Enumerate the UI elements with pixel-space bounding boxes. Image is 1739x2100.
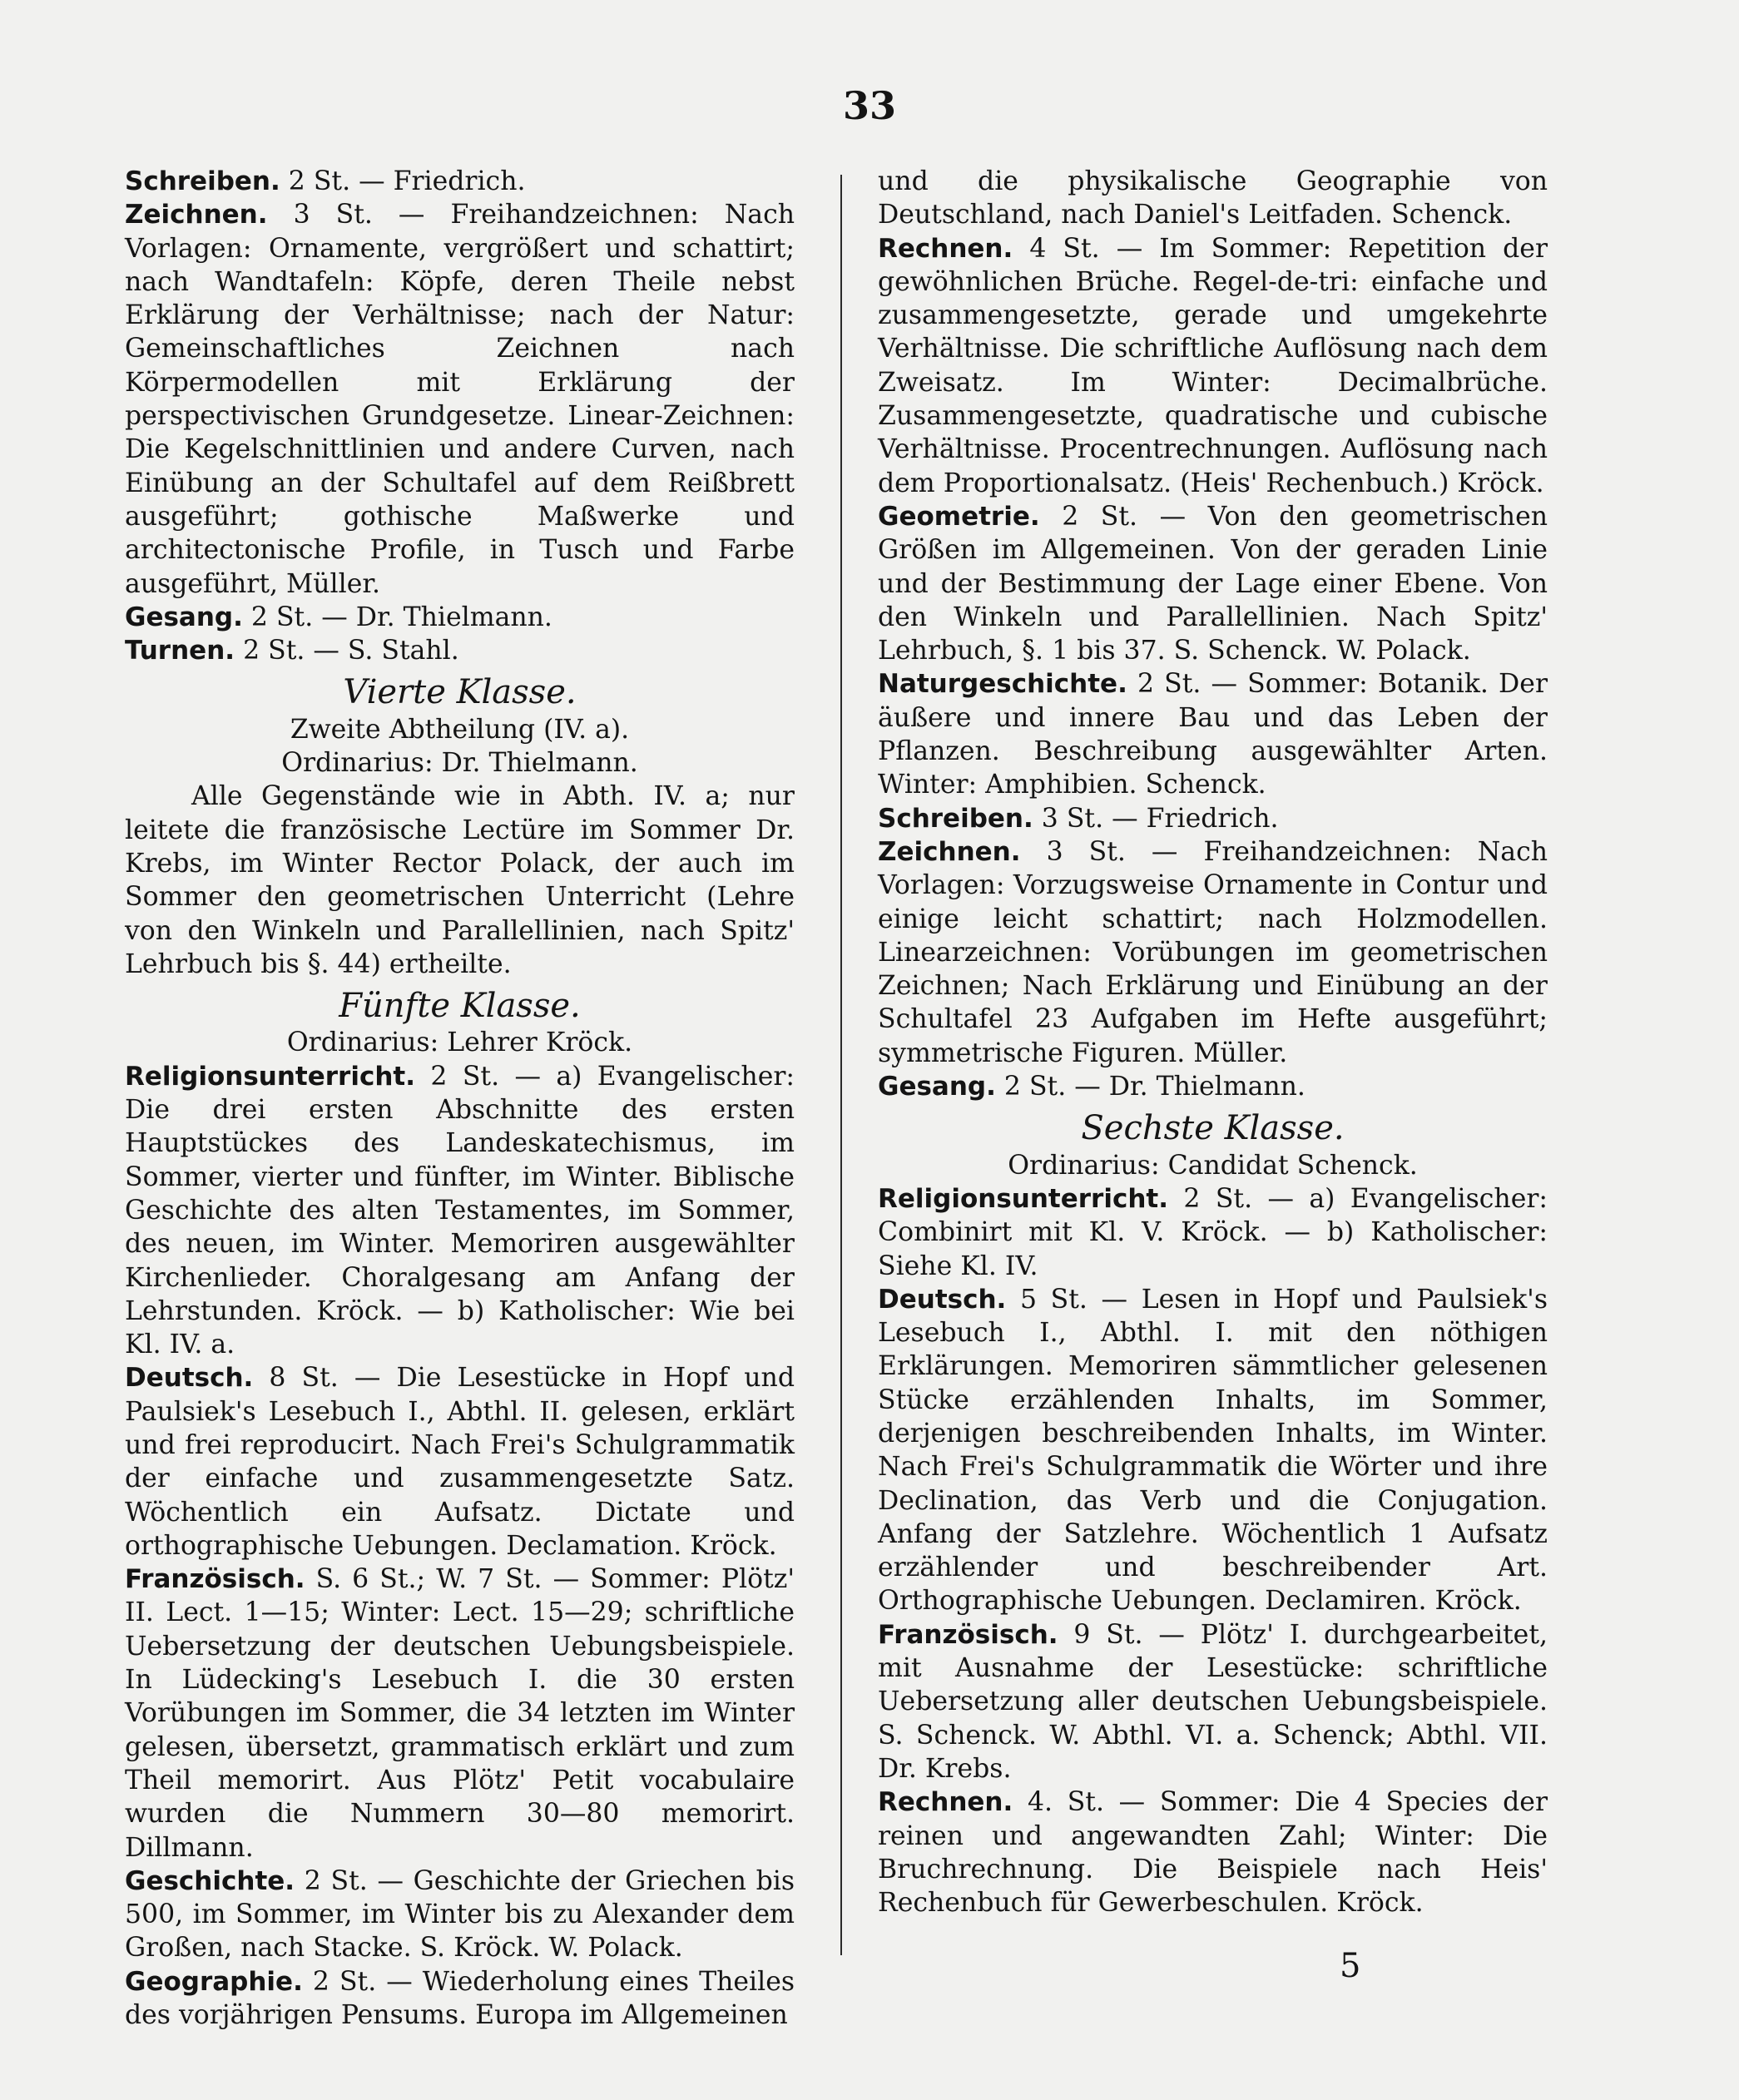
left-column xyxy=(125,165,795,2032)
entry-zeichnen xyxy=(878,835,1548,1070)
page-number: 33 xyxy=(842,83,896,128)
subject-heading: Turnen. xyxy=(125,636,235,666)
continuation-text: und die physikalische Geographie von Deutschland, nach Daniel's Leitfaden. Schenck. xyxy=(878,166,1548,230)
section-title-fuenfte-klasse: Fünfte Klasse. xyxy=(339,987,581,1026)
entry-rechnen xyxy=(878,1785,1548,1919)
entry-schreiben xyxy=(125,165,795,198)
right-column xyxy=(878,165,1548,1919)
subject-heading: Geometrie. xyxy=(878,501,1040,532)
column-divider xyxy=(840,175,842,1955)
entry-text: 3 St. — Friedrich. xyxy=(1041,803,1279,834)
entry-franzoesisch xyxy=(125,1563,795,1865)
entry-religion xyxy=(125,1060,795,1362)
subject-heading: Gesang. xyxy=(125,602,243,632)
subject-heading: Zeichnen. xyxy=(125,200,268,230)
entry-religion xyxy=(878,1182,1548,1283)
entry-text: 2 St. — Wiederholung eines Theiles des vorjährigen Pensums. Europa im Allgemeinen xyxy=(125,1966,795,2031)
entry-text: 2 St. — a) Evangelischer: Combinirt mit Kl. V. Kröck. — b) Katholischer: Siehe Kl. IV. xyxy=(878,1183,1548,1281)
entry-text: S. 6 St.; W. 7 St. — Sommer: Plötz' II. Lect. 1—15; Winter: Lect. 15—29; schriftliche Uebersetzung der deutschen Uebungsbeispiele. In Lüdecking's Lesebuch I. die 30 ersten Vorübungen im Sommer, die 34 letzten im Winter gelesen, übersetzt, grammatisch erklärt und zum Theil memorirt. Aus Plötz' Petit vocabulaire wurden die Nummern 30—80 memorirt. Dillmann. xyxy=(125,1564,795,1863)
subject-heading: Zeichnen. xyxy=(878,836,1021,867)
subject-heading: Französisch. xyxy=(125,1564,305,1595)
ordinarius-line: Ordinarius: Candidat Schenck. xyxy=(1008,1150,1418,1181)
entry-text: 2 St. — Dr. Thielmann. xyxy=(250,602,552,632)
subject-heading: Schreiben. xyxy=(125,166,280,196)
entry-schreiben xyxy=(878,802,1548,835)
entry-text: 9 St. — Plötz' I. durchgearbeitet, mit Ausnahme der Lesestücke: schriftliche Uebersetzung aller deutschen Uebungsbeispiele. S. Schenck. W. Abthl. VI. a. Schenck; Abthl. VII. Dr. Krebs. xyxy=(878,1619,1548,1784)
entry-text: 2 St. — S. Stahl. xyxy=(243,636,459,666)
entry-turnen xyxy=(125,634,795,667)
subject-heading: Schreiben. xyxy=(878,803,1033,834)
subject-heading: Gesang. xyxy=(878,1072,996,1102)
subject-heading: Geschichte. xyxy=(125,1865,295,1896)
ordinarius-line: Ordinarius: Lehrer Kröck. xyxy=(286,1028,633,1058)
entry-deutsch xyxy=(878,1283,1548,1618)
entry-text: 2 St. — Dr. Thielmann. xyxy=(1003,1072,1305,1102)
entry-text: 4. St. — Sommer: Die 4 Species der reinen und angewandten Zahl; Winter: Die Bruchrechnung. Die Beispiele nach Heis' Rechenbuch für Gewerbeschulen. Kröck. xyxy=(878,1787,1548,1919)
entry-text: 2 St. — a) Evangelischer: Die drei ersten Abschnitte des ersten Hauptstückes des Landeskatechismus, im Sommer, vierter und fünfter, im Winter. Biblische Geschichte des alten Testamentes, im Sommer, des neuen, im Winter. Memoriren ausgewählter Kirchenlieder. Choralgesang am Anfang der Lehrstunden. Kröck. — b) Katholischer: Wie bei Kl. IV. a. xyxy=(125,1061,795,1360)
section-title-sechste-klasse: Sechste Klasse. xyxy=(1081,1109,1345,1148)
entry-text: 8 St. — Die Lesestücke in Hopf und Paulsiek's Lesebuch I., Abthl. II. gelesen, erklärt und frei reproducirt. Nach Frei's Schulgrammatik der einfache und zusammengesetzte Satz. Wöchentlich ein Aufsatz. Dictate und orthographische Uebungen. Declamation. Kröck. xyxy=(125,1363,795,1561)
entry-text: 2 St. — Von den geometrischen Größen im Allgemeinen. Von der geraden Linie und der Bestimmung der Lage einer Ebene. Von den Winkeln und Parallellinien. Nach Spitz' Lehrbuch, §. 1 bis 37. S. Schenck. W. Polack. xyxy=(878,501,1548,666)
section-title-vierte-klasse: Vierte Klasse. xyxy=(343,673,577,712)
entry-text: 2 St. — Friedrich. xyxy=(288,166,526,196)
subject-heading: Religionsunterricht. xyxy=(125,1061,416,1092)
subject-heading: Rechnen. xyxy=(878,1787,1013,1818)
subject-heading: Deutsch. xyxy=(878,1284,1007,1315)
entry-text: 2 St. — Sommer: Botanik. Der äußere und innere Bau und das Leben der Pflanzen. Beschreibung ausgewählter Arten. Winter: Amphibien. Schenck. xyxy=(878,669,1548,800)
subject-heading: Rechnen. xyxy=(878,233,1013,264)
entry-deutsch xyxy=(125,1361,795,1563)
entry-text: 4 St. — Im Sommer: Repetition der gewöhnlichen Brüche. Regel-de-tri: einfache und zusammengesetzte, gerade und umgekehrte Verhältnisse. Die schriftliche Auflösung nach dem Zweisatz. Im Winter: Decimalbrüche. Zusammengesetzte, quadratische und cubische Verhältnisse. Procentrechnungen. Auflösung nach dem Proportionalsatz. (Heis' Rechenbuch.) Kröck. xyxy=(878,233,1548,498)
entry-rechnen xyxy=(878,232,1548,500)
subsection-line: Zweite Abtheilung (IV. a). xyxy=(290,714,630,745)
entry-zeichnen xyxy=(125,198,795,601)
subject-heading: Naturgeschichte. xyxy=(878,669,1127,700)
ordinarius-line: Ordinarius: Dr. Thielmann. xyxy=(281,748,638,779)
entry-geschichte xyxy=(125,1865,795,1965)
entry-naturgeschichte xyxy=(878,667,1548,801)
signature-mark: 5 xyxy=(1340,1947,1361,1985)
entry-text: 3 St. — Freihandzeichnen: Nach Vorlagen: Ornamente, vergrößert und schattirt; nach Wandtafeln: Köpfe, deren Theile nebst Erklärung der Verhältnisse; nach der Natur: Gemeinschaftliches Zeichnen nach Körpermodellen mit Erklärung der perspectivischen Grundgesetze. Linear-Zeichnen: Die Kegelschnittlinien und andere Curven, nach Einübung an der Schultafel auf dem Reißbrett ausgeführt; gothische Maßwerke und architectonische Profile, in Tusch und Farbe ausgeführt, Müller. xyxy=(125,200,795,599)
entry-franzoesisch xyxy=(878,1618,1548,1785)
entry-geometrie xyxy=(878,500,1548,667)
subject-heading: Geographie. xyxy=(125,1966,303,1997)
subject-heading: Religionsunterricht. xyxy=(878,1183,1169,1214)
entry-text: 2 St. — Geschichte der Griechen bis 500, im Sommer, im Winter bis zu Alexander dem Großen, nach Stacke. S. Kröck. W. Polack. xyxy=(125,1865,795,1964)
subject-heading: Französisch. xyxy=(878,1619,1058,1650)
subject-heading: Deutsch. xyxy=(125,1363,254,1394)
entry-gesang xyxy=(878,1070,1548,1103)
entry-text: 3 St. — Freihandzeichnen: Nach Vorlagen: Vorzugsweise Ornamente in Contur und einige leicht schattirt; nach Holzmodellen. Linearzeichnen: Vorübungen im geometrischen Zeichnen; Nach Erklärung und Einübung an der Schultafel 23 Aufgaben im Hefte ausgeführt; symmetrische Figuren. Müller. xyxy=(878,836,1548,1068)
paragraph-text: Alle Gegenstände wie in Abth. IV. a; nur leitete die französische Lectüre im Sommer Dr. Krebs, im Winter Rector Polack, der auch im Sommer den geometrischen Unterricht (Lehre von den Winkeln und Parallellinien, nach Spitz' Lehrbuch bis §. 44) ertheilte. xyxy=(125,781,795,979)
entry-geographie xyxy=(125,1965,795,2033)
entry-gesang xyxy=(125,601,795,634)
entry-text: 5 St. — Lesen in Hopf und Paulsiek's Lesebuch I., Abthl. I. mit den nöthigen Erklärungen. Memoriren sämmtlicher gelesenen Stücke erzählenden Inhalts, im Sommer, derjenigen beschreibenden Inhalts, im Winter. Nach Frei's Schulgrammatik die Wörter und ihre Declination, das Verb und die Conjugation. Anfang der Satzlehre. Wöchentlich 1 Aufsatz erzählender und beschreibender Art. Orthographische Uebungen. Declamiren. Kröck. xyxy=(878,1284,1548,1617)
